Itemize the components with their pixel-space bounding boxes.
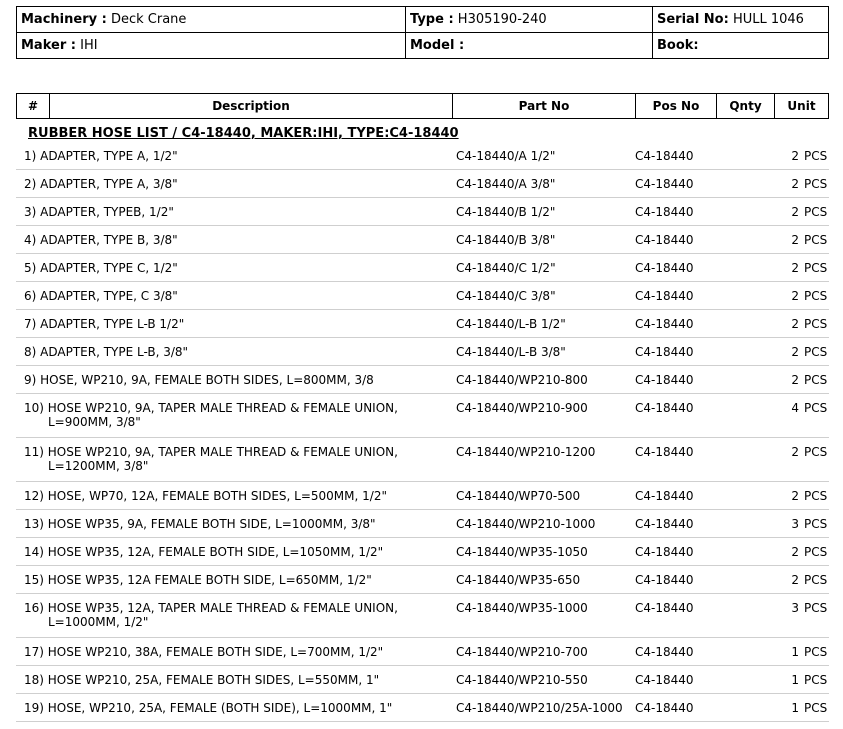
item-part-no: C4-18440/L-B 3/8" xyxy=(456,345,566,359)
item-qnty: 2 xyxy=(791,345,799,359)
item-description: 14) HOSE WP35, 12A, FEMALE BOTH SIDE, L=1050MM, 1/2" xyxy=(24,545,384,559)
table-row xyxy=(16,666,829,694)
item-part-no: C4-18440/B 1/2" xyxy=(456,205,556,219)
table-row xyxy=(16,338,829,366)
item-pos-no: C4-18440 xyxy=(635,401,694,415)
item-unit: PCS xyxy=(804,545,828,559)
item-part-no: C4-18440/L-B 1/2" xyxy=(456,317,566,331)
table-row xyxy=(16,198,829,226)
col-unit: Unit xyxy=(775,94,829,119)
item-description: 8) ADAPTER, TYPE L-B, 3/8" xyxy=(24,345,189,359)
item-qnty: 3 xyxy=(791,601,799,615)
item-part-no: C4-18440/A 3/8" xyxy=(456,177,556,191)
item-unit: PCS xyxy=(804,401,828,415)
item-qnty: 3 xyxy=(791,517,799,531)
item-qnty: 2 xyxy=(791,573,799,587)
item-description: 10) HOSE WP210, 9A, TAPER MALE THREAD & FEMALE UNION, L=900MM, 3/8" xyxy=(24,401,398,429)
type-label: Type : xyxy=(410,12,454,27)
table-row xyxy=(16,538,829,566)
maker-cell xyxy=(17,33,406,59)
serial-label: Serial No: xyxy=(657,12,729,27)
type-value: H305190-240 xyxy=(457,12,547,27)
item-pos-no: C4-18440 xyxy=(635,149,694,163)
serial-cell xyxy=(653,7,829,33)
table-row xyxy=(16,366,829,394)
book-cell xyxy=(653,33,829,59)
machinery-label: Machinery : xyxy=(21,12,107,27)
item-pos-no: C4-18440 xyxy=(635,261,694,275)
item-unit: PCS xyxy=(804,701,828,715)
item-description: 16) HOSE WP35, 12A, TAPER MALE THREAD & FEMALE UNION, L=1000MM, 1/2" xyxy=(24,601,398,629)
item-qnty: 2 xyxy=(791,233,799,247)
serial-value: HULL 1046 xyxy=(732,12,804,27)
item-qnty: 1 xyxy=(791,701,799,715)
parts-list xyxy=(16,142,829,722)
item-qnty: 2 xyxy=(791,317,799,331)
type-cell xyxy=(406,7,653,33)
item-qnty: 2 xyxy=(791,545,799,559)
table-row xyxy=(16,594,829,638)
item-pos-no: C4-18440 xyxy=(635,289,694,303)
item-pos-no: C4-18440 xyxy=(635,345,694,359)
item-description: 15) HOSE WP35, 12A FEMALE BOTH SIDE, L=650MM, 1/2" xyxy=(24,573,372,587)
item-pos-no: C4-18440 xyxy=(635,673,694,687)
item-qnty: 2 xyxy=(791,205,799,219)
item-qnty: 1 xyxy=(791,673,799,687)
table-row xyxy=(16,282,829,310)
item-pos-no: C4-18440 xyxy=(635,645,694,659)
item-part-no: C4-18440/C 1/2" xyxy=(456,261,556,275)
model-label: Model : xyxy=(410,38,465,53)
item-qnty: 2 xyxy=(791,177,799,191)
item-unit: PCS xyxy=(804,645,828,659)
model-cell xyxy=(406,33,653,59)
table-row xyxy=(16,170,829,198)
table-row xyxy=(16,482,829,510)
item-description: 19) HOSE, WP210, 25A, FEMALE (BOTH SIDE), L=1000MM, 1" xyxy=(24,701,393,715)
item-qnty: 2 xyxy=(791,445,799,459)
section-title: RUBBER HOSE LIST / C4-18440, MAKER:IHI, TYPE:C4-18440 xyxy=(28,126,459,141)
item-part-no: C4-18440/WP35-1000 xyxy=(456,601,588,615)
item-unit: PCS xyxy=(804,317,828,331)
item-part-no: C4-18440/WP210-1200 xyxy=(456,445,596,459)
item-part-no: C4-18440/WP35-1050 xyxy=(456,545,588,559)
table-row xyxy=(16,638,829,666)
item-qnty: 2 xyxy=(791,489,799,503)
machinery-info-box xyxy=(16,6,829,59)
item-pos-no: C4-18440 xyxy=(635,545,694,559)
item-description: 2) ADAPTER, TYPE A, 3/8" xyxy=(24,177,178,191)
item-pos-no: C4-18440 xyxy=(635,573,694,587)
item-qnty: 1 xyxy=(791,645,799,659)
item-part-no: C4-18440/A 1/2" xyxy=(456,149,556,163)
item-qnty: 2 xyxy=(791,289,799,303)
item-part-no: C4-18440/WP210/25A-1000 xyxy=(456,701,623,715)
table-row xyxy=(16,394,829,438)
item-pos-no: C4-18440 xyxy=(635,601,694,615)
item-part-no: C4-18440/WP210-550 xyxy=(456,673,588,687)
maker-value: IHI xyxy=(80,38,98,53)
parts-table-header xyxy=(16,93,829,119)
item-pos-no: C4-18440 xyxy=(635,177,694,191)
item-pos-no: C4-18440 xyxy=(635,445,694,459)
item-unit: PCS xyxy=(804,149,828,163)
machinery-value: Deck Crane xyxy=(110,12,187,27)
item-unit: PCS xyxy=(804,205,828,219)
table-row xyxy=(16,254,829,282)
col-part-no: Part No xyxy=(453,94,636,119)
item-qnty: 2 xyxy=(791,149,799,163)
item-pos-no: C4-18440 xyxy=(635,205,694,219)
item-unit: PCS xyxy=(804,261,828,275)
machinery-cell xyxy=(17,7,406,33)
item-part-no: C4-18440/B 3/8" xyxy=(456,233,556,247)
item-qnty: 2 xyxy=(791,261,799,275)
item-unit: PCS xyxy=(804,573,828,587)
item-part-no: C4-18440/WP210-800 xyxy=(456,373,588,387)
item-description: 13) HOSE WP35, 9A, FEMALE BOTH SIDE, L=1000MM, 3/8" xyxy=(24,517,376,531)
table-row xyxy=(16,438,829,482)
item-pos-no: C4-18440 xyxy=(635,701,694,715)
table-row xyxy=(16,142,829,170)
table-row xyxy=(16,566,829,594)
item-description: 1) ADAPTER, TYPE A, 1/2" xyxy=(24,149,178,163)
item-unit: PCS xyxy=(804,233,828,247)
item-description: 18) HOSE WP210, 25A, FEMALE BOTH SIDES, L=550MM, 1" xyxy=(24,673,380,687)
table-row xyxy=(16,510,829,538)
table-row xyxy=(16,226,829,254)
item-description: 17) HOSE WP210, 38A, FEMALE BOTH SIDE, L=700MM, 1/2" xyxy=(24,645,384,659)
item-description: 11) HOSE WP210, 9A, TAPER MALE THREAD & FEMALE UNION, L=1200MM, 3/8" xyxy=(24,445,398,473)
item-pos-no: C4-18440 xyxy=(635,317,694,331)
item-pos-no: C4-18440 xyxy=(635,517,694,531)
item-unit: PCS xyxy=(804,601,828,615)
table-row xyxy=(16,310,829,338)
item-part-no: C4-18440/WP210-700 xyxy=(456,645,588,659)
item-unit: PCS xyxy=(804,289,828,303)
item-pos-no: C4-18440 xyxy=(635,489,694,503)
maker-label: Maker : xyxy=(21,38,76,53)
item-part-no: C4-18440/C 3/8" xyxy=(456,289,556,303)
item-qnty: 2 xyxy=(791,373,799,387)
item-description: 5) ADAPTER, TYPE C, 1/2" xyxy=(24,261,178,275)
item-qnty: 4 xyxy=(791,401,799,415)
item-description: 7) ADAPTER, TYPE L-B 1/2" xyxy=(24,317,185,331)
col-num: # xyxy=(17,94,50,119)
item-unit: PCS xyxy=(804,489,828,503)
item-part-no: C4-18440/WP210-900 xyxy=(456,401,588,415)
item-unit: PCS xyxy=(804,445,828,459)
item-unit: PCS xyxy=(804,373,828,387)
item-unit: PCS xyxy=(804,177,828,191)
item-unit: PCS xyxy=(804,517,828,531)
item-unit: PCS xyxy=(804,345,828,359)
item-part-no: C4-18440/WP35-650 xyxy=(456,573,581,587)
col-qnty: Qnty xyxy=(717,94,775,119)
item-part-no: C4-18440/WP70-500 xyxy=(456,489,581,503)
item-description: 12) HOSE, WP70, 12A, FEMALE BOTH SIDES, L=500MM, 1/2" xyxy=(24,489,387,503)
item-unit: PCS xyxy=(804,673,828,687)
item-description: 4) ADAPTER, TYPE B, 3/8" xyxy=(24,233,178,247)
item-description: 9) HOSE, WP210, 9A, FEMALE BOTH SIDES, L=800MM, 3/8 xyxy=(24,373,374,387)
item-description: 3) ADAPTER, TYPEB, 1/2" xyxy=(24,205,174,219)
item-pos-no: C4-18440 xyxy=(635,233,694,247)
item-part-no: C4-18440/WP210-1000 xyxy=(456,517,596,531)
item-pos-no: C4-18440 xyxy=(635,373,694,387)
item-description: 6) ADAPTER, TYPE, C 3/8" xyxy=(24,289,178,303)
col-description: Description xyxy=(50,94,453,119)
book-label: Book: xyxy=(657,38,699,53)
col-pos-no: Pos No xyxy=(636,94,717,119)
table-row xyxy=(16,694,829,722)
